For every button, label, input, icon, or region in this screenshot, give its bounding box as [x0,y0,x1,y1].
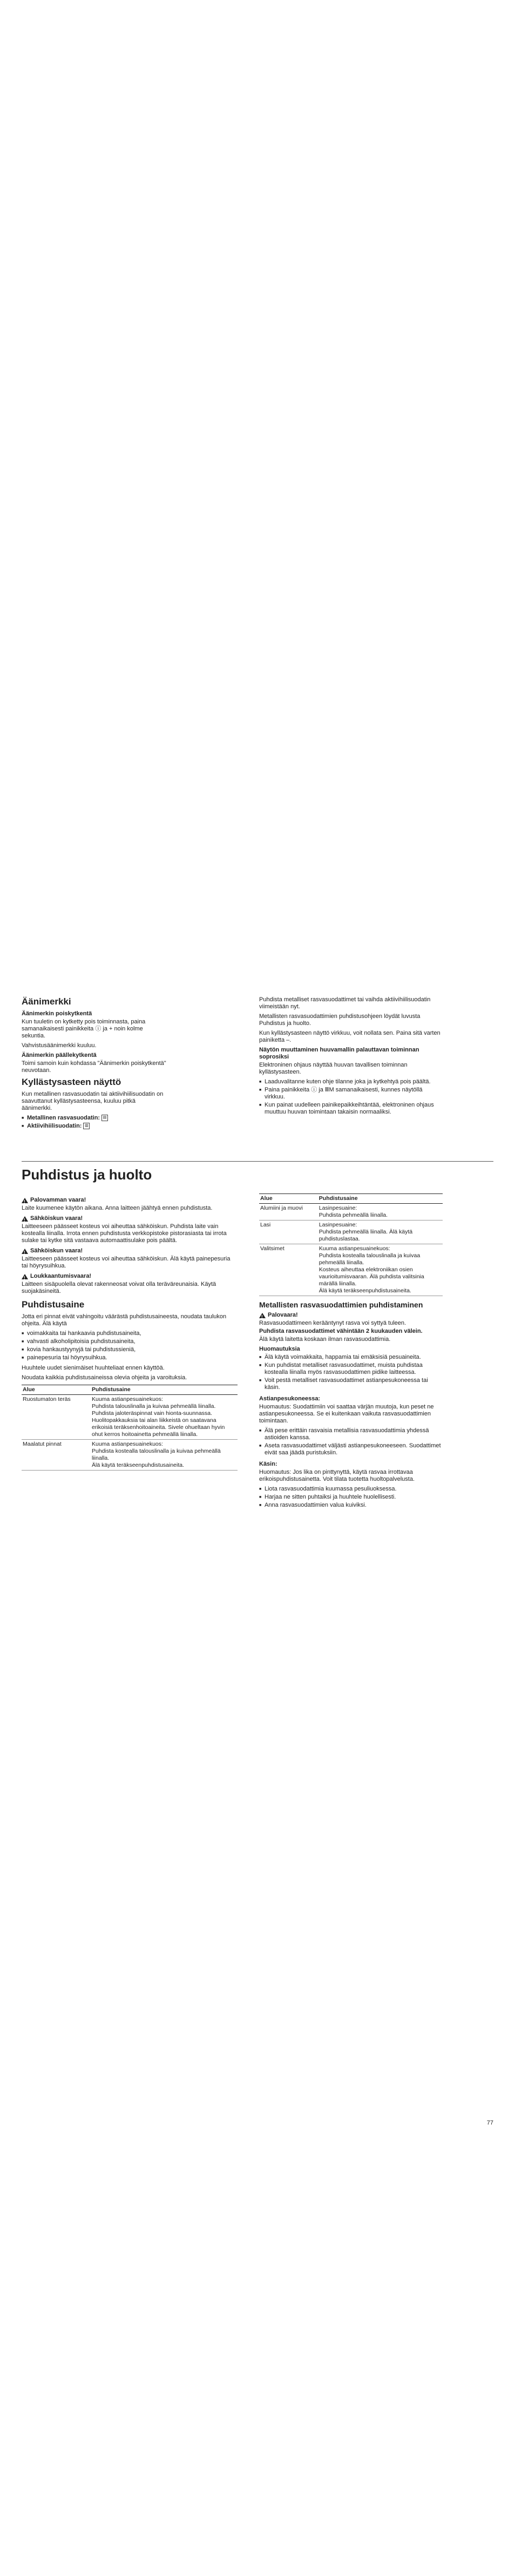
dishwasher-item: ■ Aseta rasvasuodattimet väljästi astianpesukoneeseen. Suodattimet eivät saa jäädä puristuksiin. [259,1442,443,1456]
fire-warning-title: ! Palovaara! [259,1312,443,1319]
cleaning-agent-text: Jotta eri pinnat eivät vahingoitu väärästä puhdistusaineesta, noudata taulukon ohjeita. Älä käytä [22,1313,227,1327]
table-header: Alue [22,1385,91,1395]
warning-icon [22,1216,28,1222]
injury-warning-title: ! Loukkaantumisvaara! [22,1273,238,1280]
do-not-use-item: ■ voimakkaita tai hankaavia puhdistusaineita, [22,1330,238,1337]
right-list-item: ■ Laaduvalitanne kuten ohje tilanne joka ja kytkehtyä pois päältä. [259,1078,443,1085]
burn-warning-title: ! Palovamman vaara! [22,1197,238,1204]
warning-icon [259,1313,266,1318]
table-row: Maalatut pinnat Kuuma astianpesuainekuos: Puhdista kostealla talouslinalla ja kuivaa pehmeällä liinalla. Älä käytä teräkseenpuhdistusaineita. [22,1440,238,1471]
cleaning-table-left [22,1385,238,1471]
carbon-filter-item: ■ Aktiivihiilisuodatin: ▥ [22,1123,167,1130]
sound-off-subtitle: Äänimerkin poiskytkentä [22,1010,92,1017]
do-not-use-item: ■ vahvasti alkoholipitoisia puhdistusaineita, [22,1338,238,1345]
right-text-4: Elektroninen ohjaus näyttää huuvan tavallisen toiminnan kyllästysasteen. [259,1062,408,1075]
fire-warning-bold: Puhdista rasvasuodattimet vähintään 2 kuukauden välein. [259,1328,423,1334]
hand-note: Huomautus: Jos lika on pinttynyttä, käytä rasvaa irrottavaa erikoispuhdistusainetta. Voit tilata tuotetta huoltopalvelusta. [259,1469,415,1482]
right-subtitle: Näytön muuttaminen huuvamallin palauttavan toiminnan soprosiksi [259,1047,419,1060]
right-list-item: ■ Kun painat uudelleen painikepaikkeihtäntää, elektroninen ohjaus muuttuu huuvan toimintaan takaisin normaaliksi. [259,1102,443,1116]
table-row: Valitsimet Kuuma astianpesuainekuos: Puhdista kostealla talouslinalla ja kuivaa pehmeällä liinalla. Kosteus aiheuttaa elektroniikan osien vaurioitumisvaaran. Älä puhdista valitsinia märällä liinalla. Älä käytä teräkseenpuhdistusaineita. [259,1244,443,1296]
sound-off-text: Kun tuuletin on kytketty pois toiminnasta, paina samanaikaisesti painikkeita ⓘ ja + noin kolme sekuntia. [22,1019,146,1039]
sound-on-text: Toimi samoin kuin kohdassa "Äänimerkin poiskytkentä" neuvotaan. [22,1060,166,1074]
cleaning-right-column [259,1193,443,1510]
injury-warning-text: Laitteen sisäpuolella olevat rakenneosat voivat olla teräväreunaisia. Käytä suojakäsineitä. [22,1281,216,1294]
warning-icon [22,1274,28,1279]
right-text-1: Puhdista metalliset rasvasuodattimet tai vaihda aktiivihiilisuodatin viimeistään nyt. [259,996,431,1010]
hand-title: Käsin: [259,1461,277,1467]
warning-icon [22,1249,28,1254]
metal-filter-item: ■ Metallinen rasvasuodatin: ▤ [22,1115,167,1122]
hand-item: ■ Liota rasvasuodattimia kuumassa pesuliuoksessa. [259,1486,443,1493]
rinse-text: Huuhtele uudet sienimäiset huuhteliaat ennen käyttöä. [22,1365,165,1371]
filter-cleaning-title: Metallisten rasvasuodattimien puhdistaminen [259,1300,423,1309]
carbon-filter-icon: ▥ [83,1123,90,1129]
note-item: ■ Voit pestä metalliset rasvasuodattimet astianpesukoneessa tai käsin. [259,1377,443,1391]
top-right-column [259,996,443,1117]
sound-signal-title: Äänimerkki [22,996,71,1007]
section-divider [22,1161,493,1162]
fire-warning-text-2: Älä käytä laitetta koskaan ilman rasvasuodattimia. [259,1336,391,1343]
burn-warning-text: Laite kuumenee käytön aikana. Anna laitteen jäähtyä ennen puhdistusta. [22,1205,213,1211]
hand-item: ■ Anna rasvasuodattimien valua kuiviksi. [259,1502,443,1509]
dishwasher-title: Astianpesukoneessa: [259,1395,321,1402]
table-header: Alue [259,1194,318,1204]
top-left-column [22,996,167,1131]
do-not-use-item: ■ kovia hankaustyynyjä tai puhdistussieniä, [22,1346,238,1353]
notes-title: Huomautuksia [259,1346,300,1352]
cleaning-agent-title: Puhdistusaine [22,1299,85,1310]
sound-on-subtitle: Äänimerkin päällekytkentä [22,1052,97,1058]
fire-warning-text: Rasvasuodattimeen kerääntynyt rasva voi syttyä tuleen. [259,1320,406,1326]
hand-item: ■ Harjaa ne sitten puhtaiksi ja huuhtele huolellisesti. [259,1494,443,1501]
right-list-item: ■ Paina painikkeita ⓘ ja ⅢM samanaikaisesti, kunnes näytöllä virkkuu. [259,1087,443,1101]
warning-icon [22,1198,28,1203]
saturation-title: Kyllästysasteen näyttö [22,1077,121,1087]
table-row: Alumiini ja muovi Lasinpesuaine: Puhdista pehmeällä liinalla. [259,1204,443,1220]
dishwasher-note: Huomautus: Suodattimiin voi saattaa värjän muutoja, kun peset ne astianpesukoneessa. Se ei kuitenkaan vaikuta rasvasuodattimien toimintaan. [259,1404,434,1424]
cleaning-left-column [22,1193,238,1476]
shock-warning-title: ! Sähköiskun vaara! [22,1215,238,1222]
cleaning-table-right [259,1193,443,1296]
metal-filter-icon: ▤ [101,1115,108,1121]
right-text-3: Kun kyllästysasteen näyttö virkkuu, voit nollata sen. Paina sitä varten painiketta –. [259,1030,441,1043]
shock-warning-2-text: Laitteeseen päässeet kosteus voi aiheuttaa sähköiskun. Älä käytä painepesuria tai höyrysuihkua. [22,1256,231,1269]
note-item: ■ Kun puhdistat metalliset rasvasuodattimet, muista puhdistaa kostealla liinalla myös rasvasuodattimen pidike laitteessa. [259,1362,443,1376]
table-header: Puhdistusaine [91,1385,238,1395]
table-header: Puhdistusaine [318,1194,443,1204]
section-title: Puhdistus ja huolto [22,1166,152,1183]
table-row: Lasi Lasinpesuaine: Puhdista pehmeällä liinalla. Älä käytä puhdistuslastaa. [259,1220,443,1244]
right-text-2: Metallisten rasvasuodattimien puhdistusohjeen löydät luvusta Puhdistus ja huolto. [259,1013,421,1027]
dishwasher-item: ■ Älä pese erittäin rasvaisia metallisia rasvasuodattimia yhdessä astioiden kanssa. [259,1427,443,1441]
sound-confirm-text: Vahvistusäänimerkki kuuluu. [22,1042,97,1049]
note-item: ■ Älä käytä voimakkaita, happamia tai emäksisiä pesuaineita. [259,1354,443,1361]
follow-text: Noudata kaikkia puhdistusaineissa olevia ohjeita ja varoituksia. [22,1374,187,1381]
shock-warning-2-title: ! Sähköiskun vaara! [22,1247,238,1255]
table-row: Ruostumaton teräs Kuuma astianpesuainekuos: Puhdista talouslinalla ja kuivaa pehmeällä liinalla. Puhdista jaloteräspinnat vain hionta-suunnassa. Huolitopakkauksia tai alan liikkeistä on saatavana erikoisiä teräksenhoitoaineita. Sivele ohueltaan hyvin ohut kerros hoitoainetta pehmeällä liinalla. [22,1395,238,1440]
shock-warning-text: Laitteeseen päässeet kosteus voi aiheuttaa sähköiskun. Puhdista laite vain kostealla liinalla. Irrota ennen puhdistusta verkkopistoke pistorasiasta tai irrota sulake tai kytke sitä vastaava automaattisulake pois päältä. [22,1223,227,1244]
page-number: 77 [486,2120,493,2126]
do-not-use-item: ■ painepesuria tai höyrysuihkua. [22,1354,238,1361]
saturation-text: Kun metallinen rasvasuodatin tai aktiivihiilisuodatin on saavuttanut kyllästysasteensa, kuuluu pitkä äänimerkki. [22,1091,164,1111]
